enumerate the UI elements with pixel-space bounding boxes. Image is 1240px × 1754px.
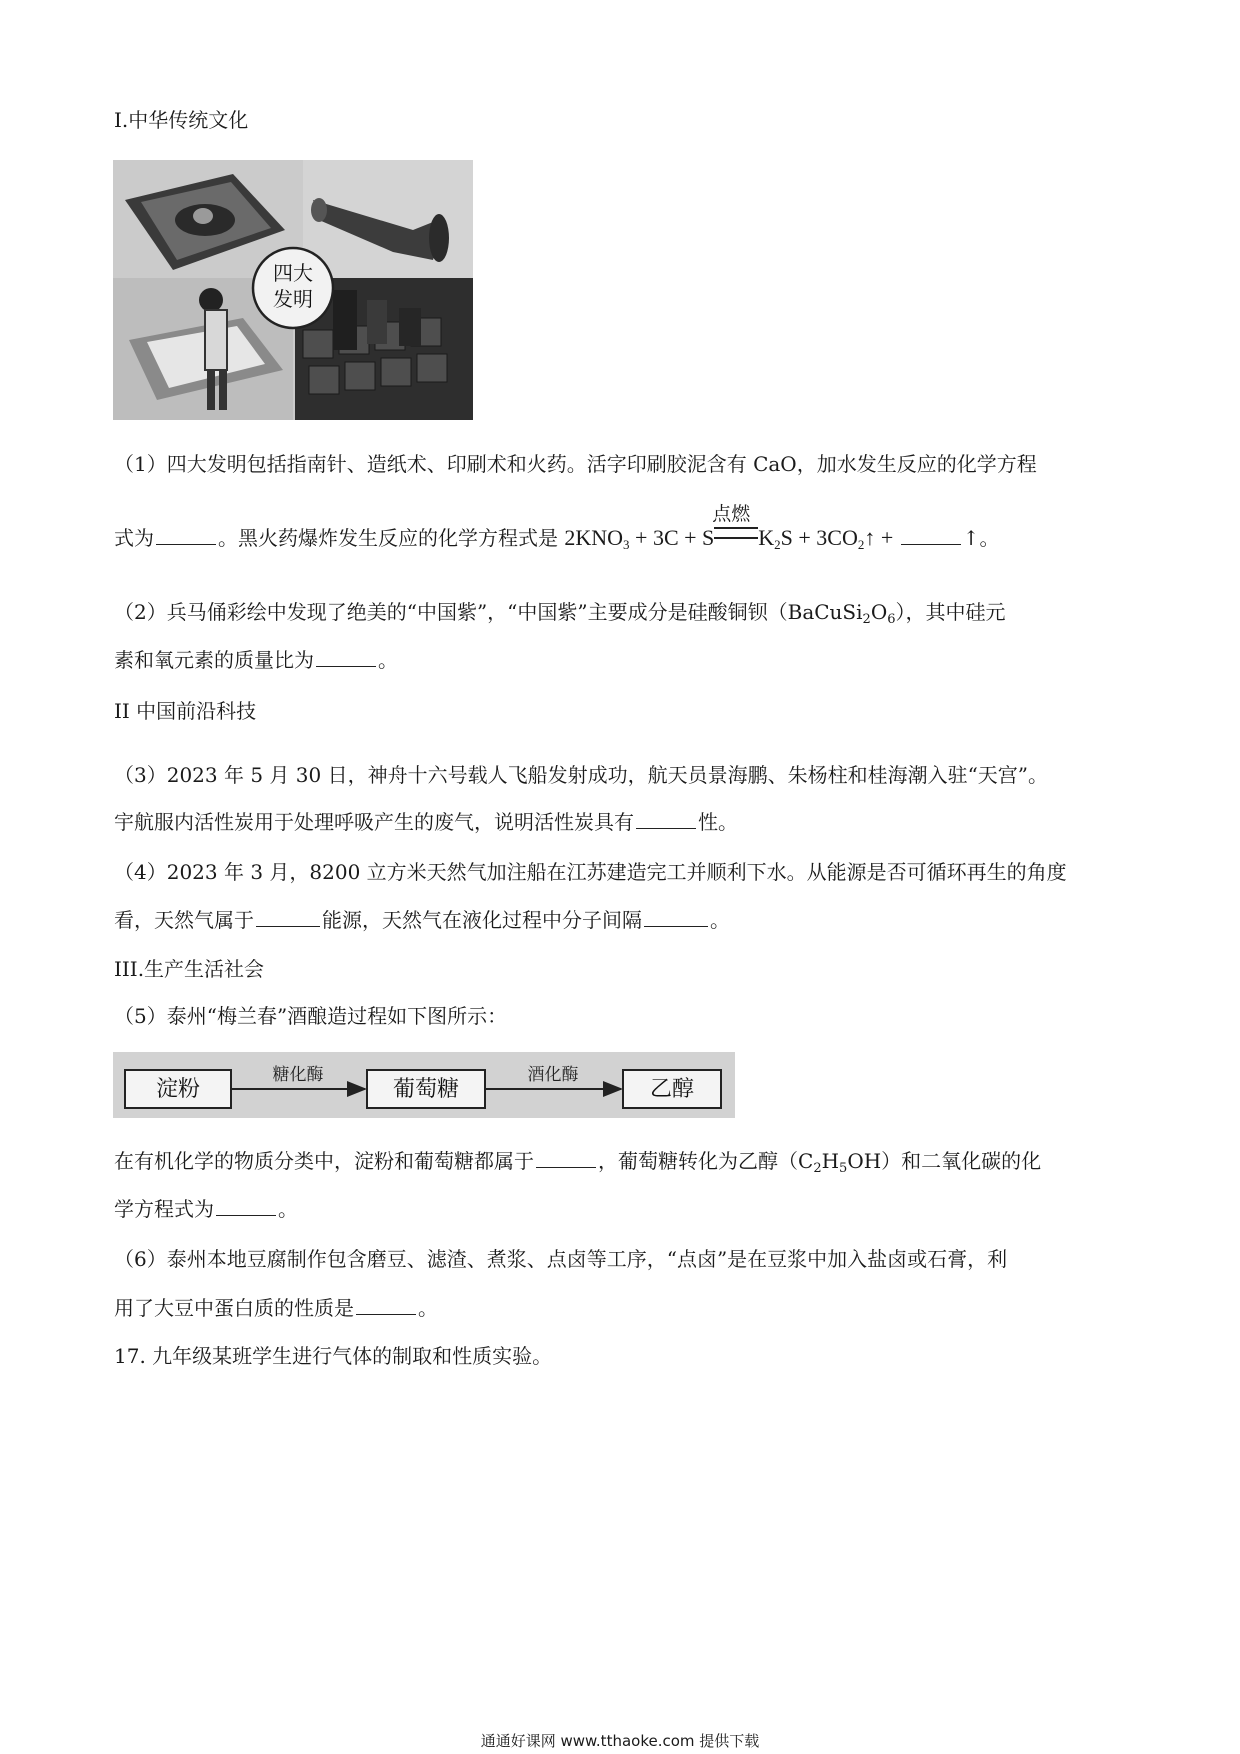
answer-blank-q4b[interactable]: [644, 906, 708, 927]
answer-blank-q1a[interactable]: [156, 524, 216, 545]
reaction-condition: [712, 503, 758, 552]
flow-diagram-svg: [113, 1052, 735, 1118]
q5-mid2: H: [821, 1149, 840, 1173]
question-1-line2: [114, 503, 1000, 552]
question-1-line1: （1）四大发明包括指南针、造纸术、印刷术和火药。活字印刷胶泥含有 CaO，加水发生反应的化学方程: [114, 452, 1037, 476]
fermentation-flow-diagram: [113, 1052, 735, 1118]
q2-sub2: 6: [887, 612, 896, 627]
section-title-2: II 中国前沿科技: [114, 699, 257, 723]
answer-blank-q5a[interactable]: [536, 1147, 596, 1168]
q6-prefix: 用了大豆中蛋白质的性质是: [114, 1296, 354, 1320]
page-footer: 通通好课网 www.tthaoke.com 提供下载: [480, 1732, 760, 1750]
q2-sub1: 2: [862, 612, 871, 627]
question-5-line1: [114, 1147, 1041, 1175]
q1-suffix: ↑。: [962, 526, 1000, 550]
q2-mid: O: [870, 600, 888, 624]
eq-left-sub: 3: [623, 537, 630, 552]
four-inventions-illustration: [113, 160, 473, 420]
eq-right2-sub: 2: [857, 537, 865, 552]
question-4-line1: （4）2023 年 3 月，8200 立方米天然气加注船在江苏建造完工并顺利下水。从能源是否可循环再生的角度: [114, 860, 1067, 884]
q2-line2-suffix: 。: [378, 648, 398, 672]
answer-blank-q1b[interactable]: [901, 524, 961, 545]
answer-blank-q6[interactable]: [356, 1294, 416, 1315]
section-title-1: I.中华传统文化: [114, 108, 249, 132]
question-17: 17. 九年级某班学生进行气体的制取和性质实验。: [114, 1344, 553, 1368]
flow-box1-label: 淀粉: [155, 1077, 201, 1102]
eq-left-rest: + 3C + S: [629, 525, 715, 550]
chemical-equation: [564, 503, 899, 552]
question-2-line2: [114, 646, 398, 674]
condition-label: 点燃: [712, 503, 751, 525]
q1-prefix: 式为: [114, 526, 154, 550]
q3-prefix: 宇航服内活性炭用于处理呼吸产生的废气，说明活性炭具有: [114, 810, 634, 834]
q4-prefix: 看，天然气属于: [114, 908, 254, 932]
answer-blank-q2[interactable]: [316, 646, 376, 667]
answer-blank-q5b[interactable]: [216, 1195, 276, 1216]
flow-box3-label: 乙醇: [649, 1077, 695, 1102]
eq-right1-sub: 2: [774, 537, 781, 552]
q4-suffix: 。: [710, 908, 730, 932]
eq-right2: S + 3CO: [780, 525, 858, 550]
q1-mid: 。黑火药爆炸发生反应的化学方程式是: [218, 526, 558, 550]
question-2-line1: [114, 598, 1006, 626]
question-3-line1: （3）2023 年 5 月 30 日，神舟十六号载人飞船发射成功，航天员景海鹏、朱杨柱和桂海潮入驻“天宫”。: [114, 763, 1049, 787]
question-4-line2: [114, 906, 730, 934]
section-title-3: III.生产生活社会: [114, 957, 265, 981]
question-5-line2: [114, 1195, 298, 1223]
question-5-intro: （5）泰州“梅兰春”酒酿造过程如下图所示：: [114, 1004, 508, 1028]
question-3-line2: [114, 808, 738, 836]
badge-text-line1: 四大: [273, 261, 313, 285]
question-6-line1: （6）泰州本地豆腐制作包含磨豆、滤渣、煮浆、点卤等工序，“点卤”是在豆浆中加入盐卤或石膏，利: [114, 1247, 1008, 1271]
q6-suffix: 。: [418, 1296, 438, 1320]
q5-prefix: 在有机化学的物质分类中，淀粉和葡萄糖都属于: [114, 1149, 534, 1173]
four-inventions-photo: [113, 160, 473, 420]
q5-sub1: 2: [813, 1161, 822, 1176]
q3-suffix: 性。: [698, 810, 738, 834]
question-6-line2: [114, 1294, 438, 1322]
q5-line2-suffix: 。: [278, 1197, 298, 1221]
q4-mid: 能源，天然气在液化过程中分子间隔: [322, 908, 642, 932]
q2-suffix: ），其中硅元: [895, 600, 1006, 624]
equals-bars: [714, 527, 758, 539]
q5-sub2: 5: [839, 1161, 848, 1176]
answer-blank-q4a[interactable]: [256, 906, 320, 927]
answer-blank-q3[interactable]: [636, 808, 696, 829]
flow-box2-label: 葡萄糖: [392, 1077, 460, 1102]
eq-left: 2KNO: [564, 525, 624, 550]
flow-arrow1-label: 糖化酶: [272, 1065, 324, 1085]
q5-suffix: OH）和二氧化碳的化: [847, 1149, 1042, 1173]
q5-mid: ，葡萄糖转化为乙醇（C: [598, 1149, 814, 1173]
eq-right3: ↑ +: [864, 525, 899, 550]
eq-right1: K: [758, 525, 775, 550]
badge-text-line2: 发明: [273, 287, 313, 311]
q2-line2-prefix: 素和氧元素的质量比为: [114, 648, 314, 672]
q2-prefix: （2）兵马俑彩绘中发现了绝美的“中国紫”，“中国紫”主要成分是硅酸铜钡（BaCuSi: [114, 600, 863, 624]
flow-arrow2-label: 酒化酶: [527, 1065, 579, 1085]
q5-line2-prefix: 学方程式为: [114, 1197, 214, 1221]
